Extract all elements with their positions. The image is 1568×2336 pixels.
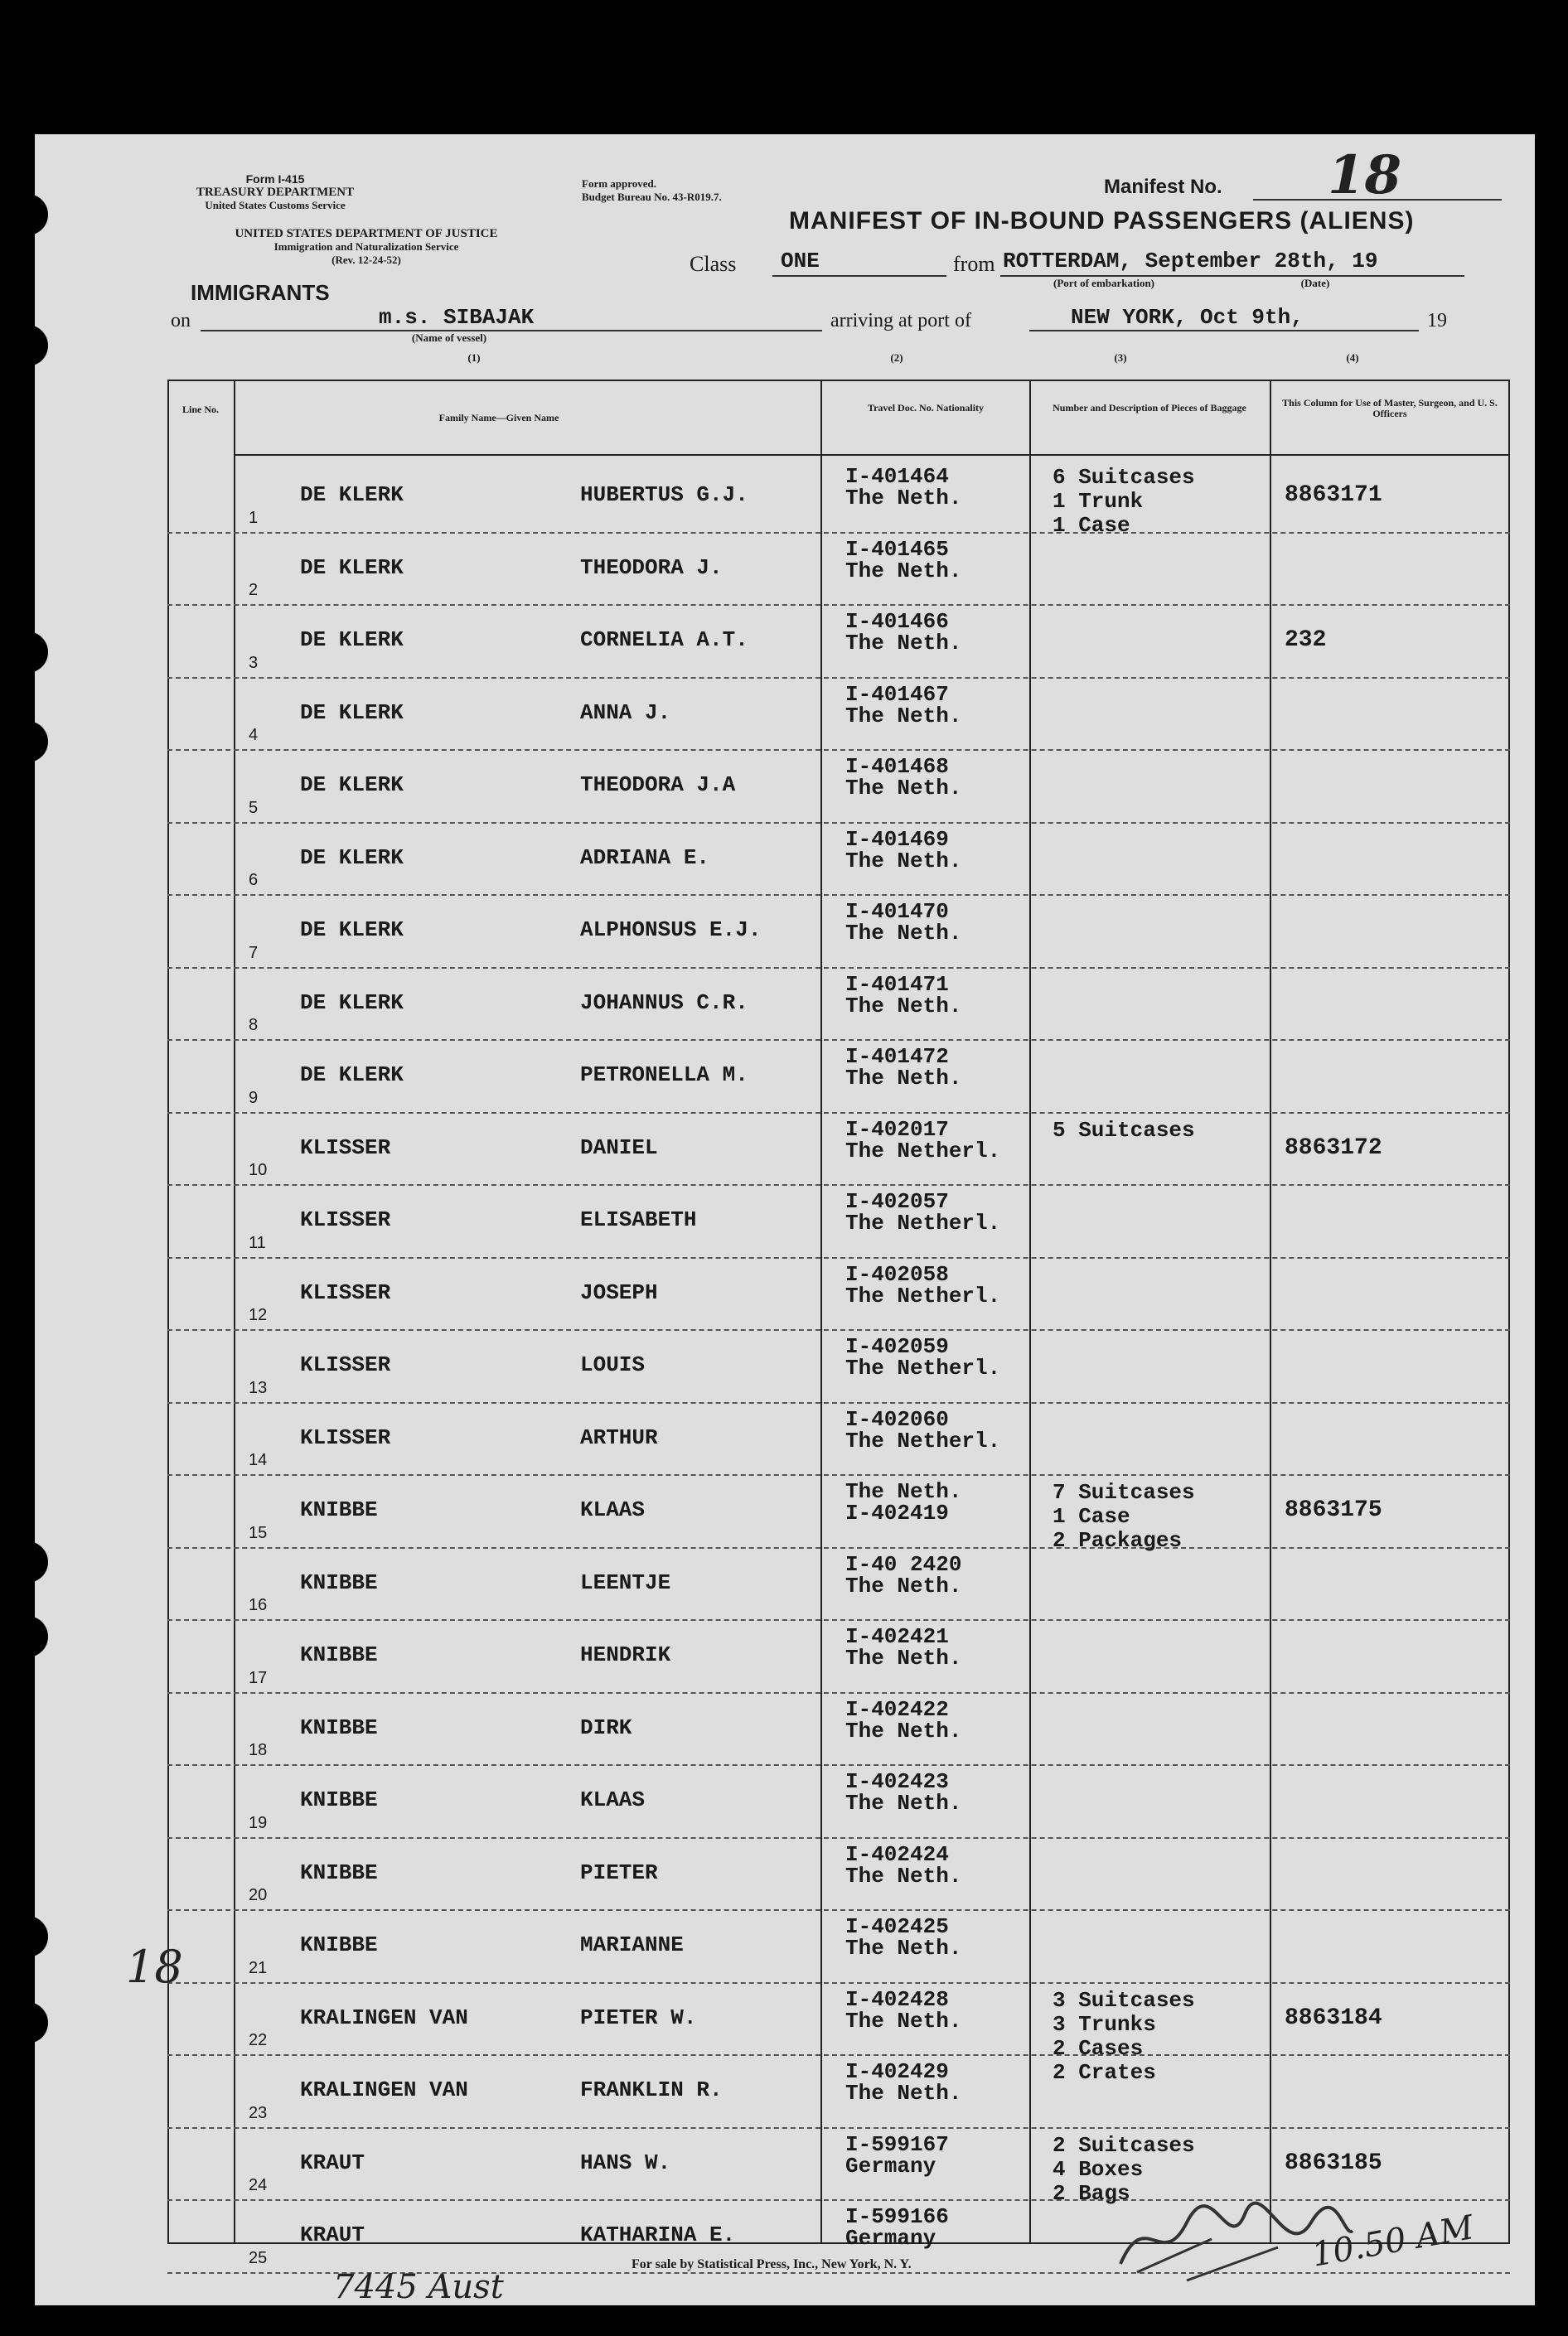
- travel-doc-number: I-401470: [845, 899, 949, 924]
- travel-doc: [845, 1626, 961, 1669]
- travel-doc: [845, 466, 961, 509]
- travel-doc: [845, 2061, 961, 2104]
- col-head-baggage: Number and Description of Pieces of Baggage: [1053, 402, 1246, 414]
- year-label: 19: [1427, 310, 1447, 331]
- family-name: KLISSER: [300, 1207, 391, 1232]
- nationality: The Neth.: [845, 776, 962, 800]
- table-row: [167, 461, 1510, 538]
- nationality: The Neth.: [845, 1936, 962, 1961]
- table-row: [167, 969, 1510, 1042]
- given-name: KLAAS: [580, 1497, 646, 1522]
- col-head-officers: This Column for Use of Master, Surgeon, and U. S. Officers: [1282, 397, 1498, 419]
- travel-doc-number: I-402423: [845, 1769, 949, 1794]
- travel-doc-number: I-402058: [845, 1261, 949, 1287]
- travel-doc-number: I-401466: [845, 609, 949, 634]
- manifest-sheet: [35, 134, 1535, 2305]
- family-name: KNIBBE: [300, 1642, 378, 1667]
- nationality: The Netherl.: [845, 1138, 1001, 1163]
- nationality: The Neth.: [845, 703, 962, 728]
- baggage-description: 3 Suitcases 3 Trunks 2 Cases 2 Crates: [1053, 1987, 1195, 2085]
- given-name: HENDRIK: [580, 1642, 671, 1667]
- travel-doc: [845, 1406, 1001, 1453]
- nationality: The Netherl.: [845, 1211, 1001, 1236]
- travel-doc-number: I-402057: [845, 1189, 949, 1214]
- travel-doc: [845, 1841, 962, 1889]
- nationality: The Neth.: [845, 993, 962, 1018]
- margin-number: 18: [126, 1941, 183, 1993]
- table-row: [167, 824, 1510, 897]
- official-signature: [1112, 2189, 1361, 2289]
- ins-service: Immigration and Naturalization Service: [273, 240, 459, 253]
- line-number: 2: [249, 581, 259, 599]
- given-name: PETRONELLA M.: [580, 1062, 748, 1087]
- nationality: The Neth.: [845, 1573, 962, 1598]
- table-row: [167, 1331, 1510, 1404]
- table-row: [167, 1404, 1510, 1477]
- family-name: DE KLERK: [300, 772, 404, 797]
- from-label: from: [953, 252, 995, 276]
- family-name: KLISSER: [300, 1279, 391, 1305]
- travel-doc: [845, 1191, 1000, 1234]
- family-name: DE KLERK: [300, 917, 404, 942]
- arrival-value: NEW YORK, Oct 9th,: [1071, 305, 1304, 330]
- travel-doc: [845, 536, 962, 583]
- line-number: 18: [249, 1741, 268, 1759]
- travel-doc-number: I-401472: [845, 1044, 949, 1069]
- binder-hole: [7, 194, 48, 235]
- col-caption-4: (4): [1346, 351, 1359, 364]
- given-name: LOUIS: [580, 1352, 646, 1377]
- travel-doc: [845, 1916, 961, 1959]
- family-name: DE KLERK: [300, 627, 404, 652]
- approval-block: [582, 177, 797, 204]
- travel-doc-number: I-402428: [845, 1986, 949, 2012]
- officer-number: 8863184: [1285, 2005, 1382, 2031]
- travel-doc-number: I-402424: [845, 1841, 949, 1867]
- travel-doc: [845, 901, 961, 944]
- travel-doc: [845, 2131, 949, 2179]
- nationality: I-402419: [845, 1501, 949, 1526]
- col-caption-2: (2): [890, 351, 903, 364]
- family-name: KNIBBE: [300, 1569, 378, 1595]
- travel-doc-number: The Neth.: [845, 1479, 962, 1504]
- port-embark-caption: (Port of embarkation): [1053, 277, 1155, 289]
- revision: (Rev. 12-24-52): [332, 254, 401, 266]
- line-number: 3: [249, 653, 259, 672]
- arrival-underline: [1029, 330, 1419, 331]
- col-head-line: Line No.: [181, 404, 219, 415]
- class-value: ONE: [781, 249, 820, 273]
- justice-header: [176, 227, 557, 267]
- given-name: ADRIANA E.: [580, 844, 710, 870]
- given-name: MARIANNE: [580, 1932, 684, 1957]
- line-number: 16: [249, 1596, 268, 1614]
- table-row: [167, 1911, 1510, 1984]
- budget-bureau: Budget Bureau No. 43-R019.7.: [582, 191, 722, 203]
- nationality: The Neth.: [845, 486, 962, 510]
- given-name: JOHANNUS C.R.: [580, 989, 748, 1015]
- date-caption: (Date): [1300, 277, 1330, 289]
- line-number: 20: [249, 1886, 268, 1904]
- family-name: KLISSER: [300, 1352, 391, 1377]
- table-row: [167, 679, 1510, 752]
- travel-doc-number: I-401469: [845, 826, 949, 852]
- on-label: on: [171, 310, 191, 331]
- line-number: 7: [249, 943, 259, 962]
- travel-doc: [845, 1261, 1001, 1308]
- family-name: DE KLERK: [300, 554, 404, 580]
- family-name: KRALINGEN VAN: [300, 2005, 468, 2030]
- travel-doc-number: I-402429: [845, 2059, 949, 2084]
- given-name: PIETER: [580, 1860, 658, 1885]
- given-name: CORNELIA A.T.: [580, 627, 748, 652]
- family-name: KLISSER: [300, 1134, 391, 1160]
- line-number: 1: [249, 508, 259, 527]
- travel-doc: [845, 971, 962, 1018]
- given-name: FRANKLIN R.: [580, 2077, 723, 2102]
- travel-doc-number: I-402425: [845, 1914, 949, 1939]
- travel-doc: [845, 826, 962, 873]
- nationality: The Neth.: [845, 1791, 962, 1816]
- given-name: ELISABETH: [580, 1207, 697, 1232]
- given-name: KLAAS: [580, 1787, 646, 1812]
- nationality: The Neth.: [845, 848, 962, 873]
- travel-doc: [845, 1771, 961, 1814]
- nationality: The Neth.: [845, 2008, 962, 2034]
- given-name: HANS W.: [580, 2150, 671, 2175]
- line-number: 9: [249, 1088, 259, 1107]
- travel-doc: [845, 1481, 961, 1524]
- justice-dept: UNITED STATES DEPARTMENT OF JUSTICE: [235, 227, 498, 240]
- family-name: KNIBBE: [300, 1860, 378, 1885]
- given-name: DIRK: [580, 1715, 632, 1740]
- family-name: DE KLERK: [300, 482, 404, 507]
- line-number: 22: [249, 2031, 268, 2049]
- category-label: IMMIGRANTS: [191, 280, 330, 305]
- baggage-description: 2 Suitcases 4 Boxes 2 Bags: [1053, 2132, 1195, 2206]
- binder-hole: [7, 721, 48, 762]
- family-name: DE KLERK: [300, 1062, 404, 1087]
- table-row: [167, 1766, 1510, 1839]
- line-number: 11: [249, 1233, 266, 1252]
- form-number: Form I-415: [245, 172, 305, 186]
- family-name: KRALINGEN VAN: [300, 2077, 468, 2102]
- travel-doc-number: I-401465: [845, 536, 949, 562]
- family-name: KNIBBE: [300, 1715, 378, 1740]
- travel-doc: [845, 756, 961, 799]
- baggage-description: 6 Suitcases 1 Trunk 1 Case: [1053, 465, 1195, 538]
- line-number: 24: [249, 2176, 268, 2194]
- line-number: 15: [249, 1523, 268, 1542]
- travel-doc-number: I-402017: [845, 1116, 949, 1142]
- table-row: [167, 751, 1510, 824]
- travel-doc-number: I-599167: [845, 2131, 949, 2157]
- travel-doc: [845, 1116, 1001, 1163]
- travel-doc: [845, 1986, 962, 2034]
- nationality: The Neth.: [845, 1066, 962, 1091]
- nationality: The Neth.: [845, 1718, 962, 1744]
- table-row: [167, 2056, 1510, 2129]
- col-head-name: Family Name—Given Name: [438, 412, 559, 423]
- class-underline: [772, 275, 946, 277]
- col-caption-3: (3): [1114, 351, 1127, 364]
- travel-doc-number: I-402422: [845, 1696, 949, 1722]
- given-name: ANNA J.: [580, 699, 671, 725]
- binder-hole: [7, 1616, 48, 1657]
- nationality: The Neth.: [845, 631, 962, 655]
- line-number: 10: [249, 1161, 268, 1179]
- given-name: ALPHONSUS E.J.: [580, 917, 762, 942]
- customs-service: United States Customs Service: [205, 199, 346, 211]
- baggage-description: 5 Suitcases: [1053, 1117, 1195, 1143]
- binder-hole: [7, 1541, 48, 1583]
- travel-doc-number: I-401467: [845, 681, 949, 707]
- line-number: 13: [249, 1378, 268, 1397]
- family-name: KRAUT: [300, 2222, 365, 2247]
- officer-number: 8863185: [1285, 2150, 1382, 2176]
- line-number: 21: [249, 1958, 268, 1977]
- line-number: 14: [249, 1451, 268, 1469]
- header-rule: [234, 454, 1510, 456]
- travel-doc-number: I-402421: [845, 1624, 949, 1649]
- line-number: 17: [249, 1668, 268, 1687]
- family-name: DE KLERK: [300, 989, 404, 1015]
- line-number: 4: [249, 726, 259, 744]
- vessel-name: m.s. SIBAJAK: [379, 305, 535, 330]
- nationality: Germany: [845, 2153, 936, 2179]
- nationality: Germany: [845, 2226, 936, 2251]
- family-name: KRAUT: [300, 2150, 365, 2175]
- table-row: [167, 1549, 1510, 1622]
- travel-doc: [845, 681, 962, 728]
- given-name: KATHARINA E.: [580, 2222, 736, 2247]
- travel-doc: [845, 2206, 949, 2249]
- col-head-doc: Travel Doc. No. Nationality: [867, 402, 985, 414]
- officer-number: 8863171: [1285, 482, 1382, 508]
- travel-doc-number: I-402060: [845, 1406, 949, 1432]
- arriving-label: arriving at port of: [830, 310, 971, 331]
- class-label: Class: [690, 252, 737, 276]
- nationality: The Neth.: [845, 1646, 962, 1671]
- form-approved: Form approved.: [582, 177, 657, 190]
- signature-time: 10.50 AM: [1309, 2208, 1477, 2275]
- binder-hole: [7, 2002, 48, 2043]
- page-title: MANIFEST OF IN-BOUND PASSENGERS (ALIENS): [789, 207, 1415, 235]
- given-name: THEODORA J.A: [580, 772, 736, 797]
- family-name: KNIBBE: [300, 1932, 378, 1957]
- travel-doc-number: I-599166: [845, 2204, 949, 2229]
- travel-doc-number: I-402059: [845, 1334, 949, 1359]
- travel-doc: [845, 1336, 1000, 1379]
- given-name: DANIEL: [580, 1134, 658, 1160]
- form-header-left: [159, 172, 391, 212]
- travel-doc: [845, 1696, 962, 1744]
- family-name: KNIBBE: [300, 1787, 378, 1812]
- col-caption-1: (1): [467, 351, 481, 364]
- given-name: ARTHUR: [580, 1424, 658, 1450]
- line-number: 8: [249, 1016, 259, 1034]
- vessel-caption: (Name of vessel): [411, 331, 487, 344]
- line-number: 12: [249, 1306, 268, 1324]
- binder-hole: [7, 1916, 48, 1957]
- binder-hole: [7, 631, 48, 673]
- family-name: DE KLERK: [300, 844, 404, 870]
- line-number: 19: [249, 1813, 268, 1832]
- travel-doc: [845, 611, 961, 654]
- table-row: [167, 1621, 1510, 1694]
- travel-doc-number: I-40 2420: [845, 1551, 962, 1577]
- binder-hole: [7, 325, 48, 366]
- line-number: 6: [249, 871, 259, 889]
- family-name: KLISSER: [300, 1424, 391, 1450]
- baggage-description: 7 Suitcases 1 Case 2 Packages: [1053, 1480, 1195, 1553]
- from-value: ROTTERDAM, September 28th, 19: [1003, 249, 1378, 273]
- printer-footer: For sale by Statistical Press, Inc., New York, N. Y.: [632, 2257, 912, 2271]
- table-row: [167, 1114, 1510, 1187]
- table-row: [167, 1259, 1510, 1332]
- officer-number: 232: [1285, 627, 1327, 653]
- nationality: The Neth.: [845, 921, 962, 946]
- table-row: [167, 1694, 1510, 1767]
- given-name: LEENTJE: [580, 1569, 671, 1595]
- officer-number: 8863175: [1285, 1497, 1382, 1523]
- table-row: [167, 1476, 1510, 1553]
- bottom-note: 7445 Aust: [333, 2268, 504, 2306]
- line-number: 25: [249, 2248, 268, 2267]
- manifest-number: 18: [1328, 144, 1402, 206]
- table-row: [167, 606, 1510, 679]
- nationality: The Netherl.: [845, 1356, 1001, 1381]
- treasury-dept: TREASURY DEPARTMENT: [196, 186, 355, 199]
- given-name: JOSEPH: [580, 1279, 658, 1305]
- travel-doc: [845, 1046, 961, 1089]
- nationality: The Neth.: [845, 1863, 962, 1889]
- table-row: [167, 1186, 1510, 1259]
- nationality: The Netherl.: [845, 1428, 1001, 1453]
- table-row: [167, 1839, 1510, 1912]
- travel-doc-number: I-401471: [845, 971, 949, 997]
- line-number: 23: [249, 2103, 268, 2122]
- nationality: The Netherl.: [845, 1283, 1001, 1308]
- given-name: THEODORA J.: [580, 554, 723, 580]
- family-name: KNIBBE: [300, 1497, 378, 1522]
- family-name: DE KLERK: [300, 699, 404, 725]
- nationality: The Neth.: [845, 558, 962, 583]
- table-row: [167, 896, 1510, 969]
- line-number: 5: [249, 798, 259, 817]
- travel-doc-number: I-401468: [845, 754, 949, 779]
- table-row: [167, 1041, 1510, 1114]
- table-row: [167, 534, 1510, 607]
- given-name: HUBERTUS G.J.: [580, 482, 748, 507]
- travel-doc-number: I-401464: [845, 464, 949, 489]
- officer-number: 8863172: [1285, 1134, 1382, 1161]
- nationality: The Neth.: [845, 2081, 962, 2106]
- travel-doc: [845, 1551, 962, 1598]
- manifest-label: Manifest No.: [1104, 176, 1222, 198]
- given-name: PIETER W.: [580, 2005, 697, 2030]
